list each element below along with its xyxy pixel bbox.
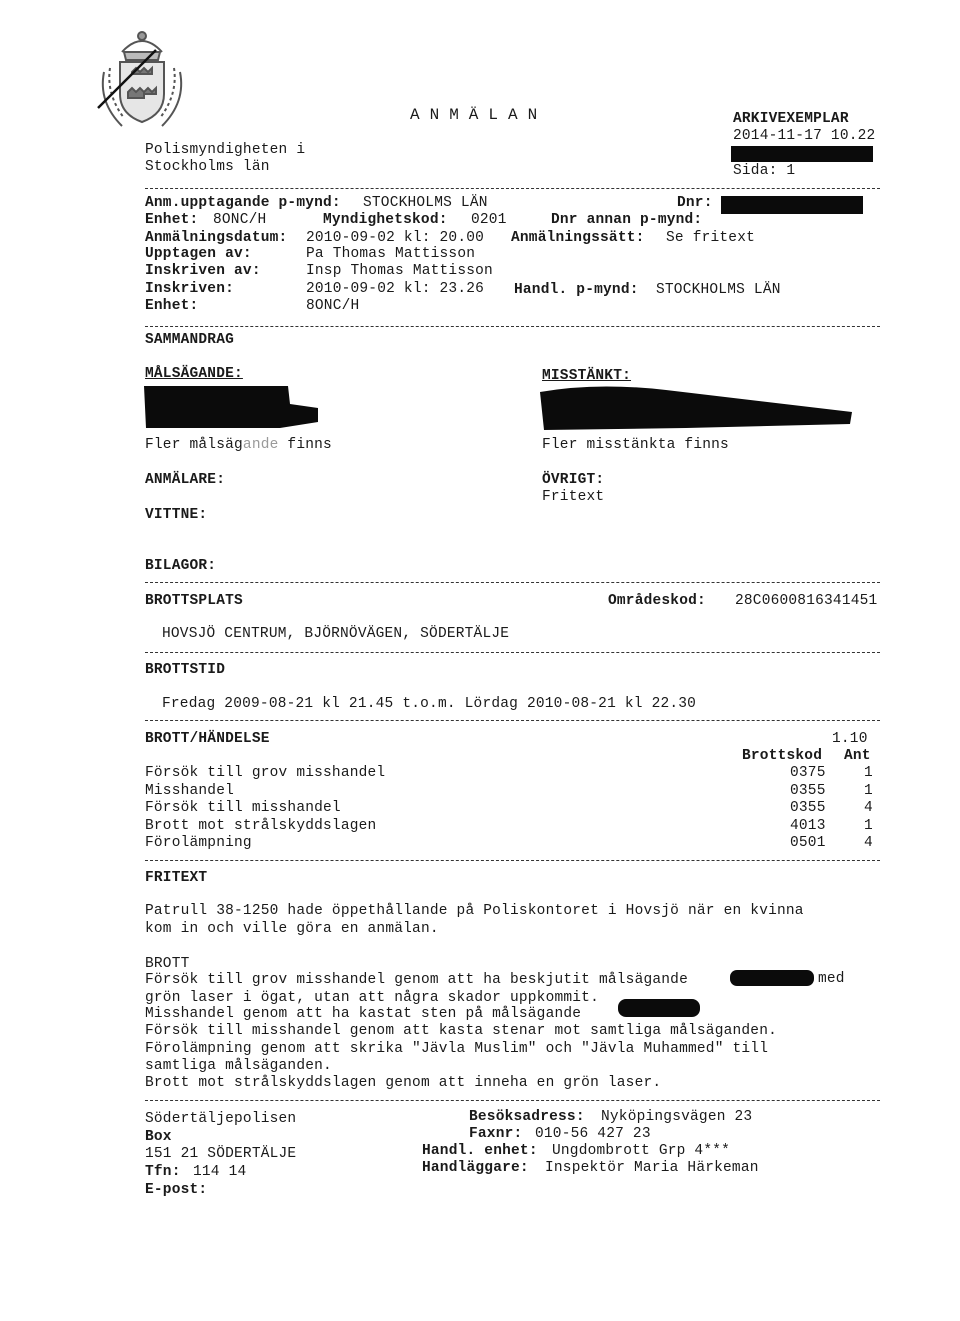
freetext-line: samtliga målsäganden. <box>145 1058 332 1074</box>
phone-value: 114 14 <box>193 1164 247 1180</box>
archive-datetime: 2014-11-17 10.22 <box>733 128 876 144</box>
officer-label: Handläggare: <box>422 1160 529 1176</box>
crime-list-version: 1.10 <box>832 731 868 747</box>
report-method-label: Anmälningssätt: <box>511 230 645 246</box>
report-date-label: Anmälningsdatum: <box>145 230 288 246</box>
freetext-line: Misshandel genom att ha kastat sten på målsägande <box>145 1006 582 1022</box>
crime-count: 1 <box>864 765 873 781</box>
reporter-label: ANMÄLARE: <box>145 472 226 488</box>
witness-label: VITTNE: <box>145 507 208 523</box>
police-coat-of-arms-emblem <box>92 22 192 134</box>
crime-scene-address: HOVSJÖ CENTRUM, BJÖRNÖVÄGEN, SÖDERTÄLJE <box>162 626 510 642</box>
email-label: E-post: <box>145 1182 208 1198</box>
freetext-heading: FRITEXT <box>145 870 208 886</box>
entered-value: 2010-09-02 kl: 23.26 <box>306 281 485 297</box>
more-suspects-text: Fler misstänkta finns <box>542 437 729 453</box>
unit-label: Enhet: <box>145 212 199 228</box>
freetext-paragraph-line: Patrull 38-1250 hade öppethållande på Poliskontoret i Hovsjö när en kvinna <box>145 903 804 919</box>
fax-label: Faxnr: <box>469 1126 523 1142</box>
unit2-label: Enhet: <box>145 298 199 314</box>
freetext-paragraph-line: kom in och ville göra en anmälan. <box>145 921 439 937</box>
other-label: ÖVRIGT: <box>542 472 605 488</box>
unit2-value: 8ONC/H <box>306 298 360 314</box>
crime-name: Försök till misshandel <box>145 800 341 816</box>
crime-count-header: Ant <box>844 748 871 764</box>
crime-code: 0375 <box>790 765 826 781</box>
redaction-block <box>731 146 873 162</box>
redaction-block <box>721 196 863 214</box>
suspect-label: MISSTÄNKT: <box>542 368 632 384</box>
crime-count: 1 <box>864 818 873 834</box>
divider <box>145 652 880 653</box>
freetext-crime-label: BROTT <box>145 956 190 972</box>
crime-code-header: Brottskod <box>742 748 823 764</box>
divider <box>145 326 880 327</box>
redaction-block <box>536 382 856 434</box>
freetext-line: Förolämpning genom att skrika "Jävla Muslim" och "Jävla Muhammed" till <box>145 1041 769 1057</box>
freetext-line: med <box>818 971 845 987</box>
taken-by-label: Upptagen av: <box>145 246 252 262</box>
unit-value: 8ONC/H <box>213 212 267 228</box>
handling-authority-label: Handl. p-mynd: <box>514 282 639 298</box>
attachments-label: BILAGOR: <box>145 558 217 574</box>
more-injured-text: Fler målsägande finns <box>145 437 332 453</box>
crime-name: Brott mot strålskyddslagen <box>145 818 377 834</box>
handling-unit-value: Ungdombrott Grp 4*** <box>552 1143 731 1159</box>
freetext-line: Försök till misshandel genom att kasta stenar mot samtliga målsäganden. <box>145 1023 778 1039</box>
other-value: Fritext <box>542 489 605 505</box>
taker-label: Anm.upptagande p-mynd: <box>145 195 341 211</box>
document-title: A N M Ä L A N <box>410 106 538 124</box>
area-code-value: 28C0600816341451 <box>735 593 878 609</box>
redaction-block <box>730 970 814 986</box>
freetext-line: Försök till grov misshandel genom att ha beskjutit målsägande <box>145 972 688 988</box>
crime-count: 4 <box>864 835 873 851</box>
archive-label: ARKIVEXEMPLAR <box>733 111 849 127</box>
authority-name-line1: Polismyndigheten i <box>145 142 306 158</box>
summary-heading: SAMMANDRAG <box>145 332 235 348</box>
handling-unit-label: Handl. enhet: <box>422 1143 538 1159</box>
handling-authority-value: STOCKHOLMS LÄN <box>656 282 781 298</box>
freetext-line: grön laser i ögat, utan att några skador uppkommit. <box>145 990 599 1006</box>
entered-by-value: Insp Thomas Mattisson <box>306 263 493 279</box>
entered-by-label: Inskriven av: <box>145 263 261 279</box>
crime-name: Förolämpning <box>145 835 252 851</box>
injured-party-label: MÅLSÄGANDE: <box>145 366 243 382</box>
divider <box>145 720 880 721</box>
crime-time-heading: BROTTSTID <box>145 662 226 678</box>
crime-heading: BROTT/HÄNDELSE <box>145 731 270 747</box>
authority-code-value: 0201 <box>471 212 507 228</box>
report-date-value: 2010-09-02 kl: 20.00 <box>306 230 485 246</box>
authority-name-line2: Stockholms län <box>145 159 270 175</box>
redaction-block <box>618 999 700 1017</box>
postal-address: 151 21 SÖDERTÄLJE <box>145 1146 297 1162</box>
taken-by-value: Pa Thomas Mattisson <box>306 246 476 262</box>
authority-code-label: Myndighetskod: <box>323 212 448 228</box>
other-dnr-label: Dnr annan p-mynd: <box>551 212 703 228</box>
dnr-label: Dnr: <box>677 195 713 211</box>
officer-value: Inspektör Maria Härkeman <box>545 1160 759 1176</box>
visit-address-value: Nyköpingsvägen 23 <box>601 1109 753 1125</box>
divider <box>145 582 880 583</box>
crime-name: Misshandel <box>145 783 235 799</box>
crime-count: 4 <box>864 800 873 816</box>
crime-scene-heading: BROTTSPLATS <box>145 593 243 609</box>
divider <box>145 1100 880 1101</box>
visit-address-label: Besöksadress: <box>469 1109 585 1125</box>
report-method-value: Se fritext <box>666 230 756 246</box>
crime-code: 4013 <box>790 818 826 834</box>
crime-count: 1 <box>864 783 873 799</box>
divider <box>145 860 880 861</box>
phone-label: Tfn: <box>145 1164 181 1180</box>
page-number: Sida: 1 <box>733 163 796 179</box>
crime-code: 0355 <box>790 783 826 799</box>
entered-label: Inskriven: <box>145 281 235 297</box>
fax-value: 010-56 427 23 <box>535 1126 651 1142</box>
office-name: Södertäljepolisen <box>145 1111 297 1127</box>
box-label: Box <box>145 1129 172 1145</box>
taker-value: STOCKHOLMS LÄN <box>363 195 488 211</box>
crime-time-value: Fredag 2009-08-21 kl 21.45 t.o.m. Lördag 2010-08-21 kl 22.30 <box>162 696 697 712</box>
crime-code: 0355 <box>790 800 826 816</box>
area-code-label: Områdeskod: <box>608 593 706 609</box>
crime-name: Försök till grov misshandel <box>145 765 386 781</box>
redaction-block <box>140 382 320 434</box>
freetext-line: Brott mot strålskyddslagen genom att inneha en grön laser. <box>145 1075 662 1091</box>
divider <box>145 188 880 189</box>
crime-code: 0501 <box>790 835 826 851</box>
